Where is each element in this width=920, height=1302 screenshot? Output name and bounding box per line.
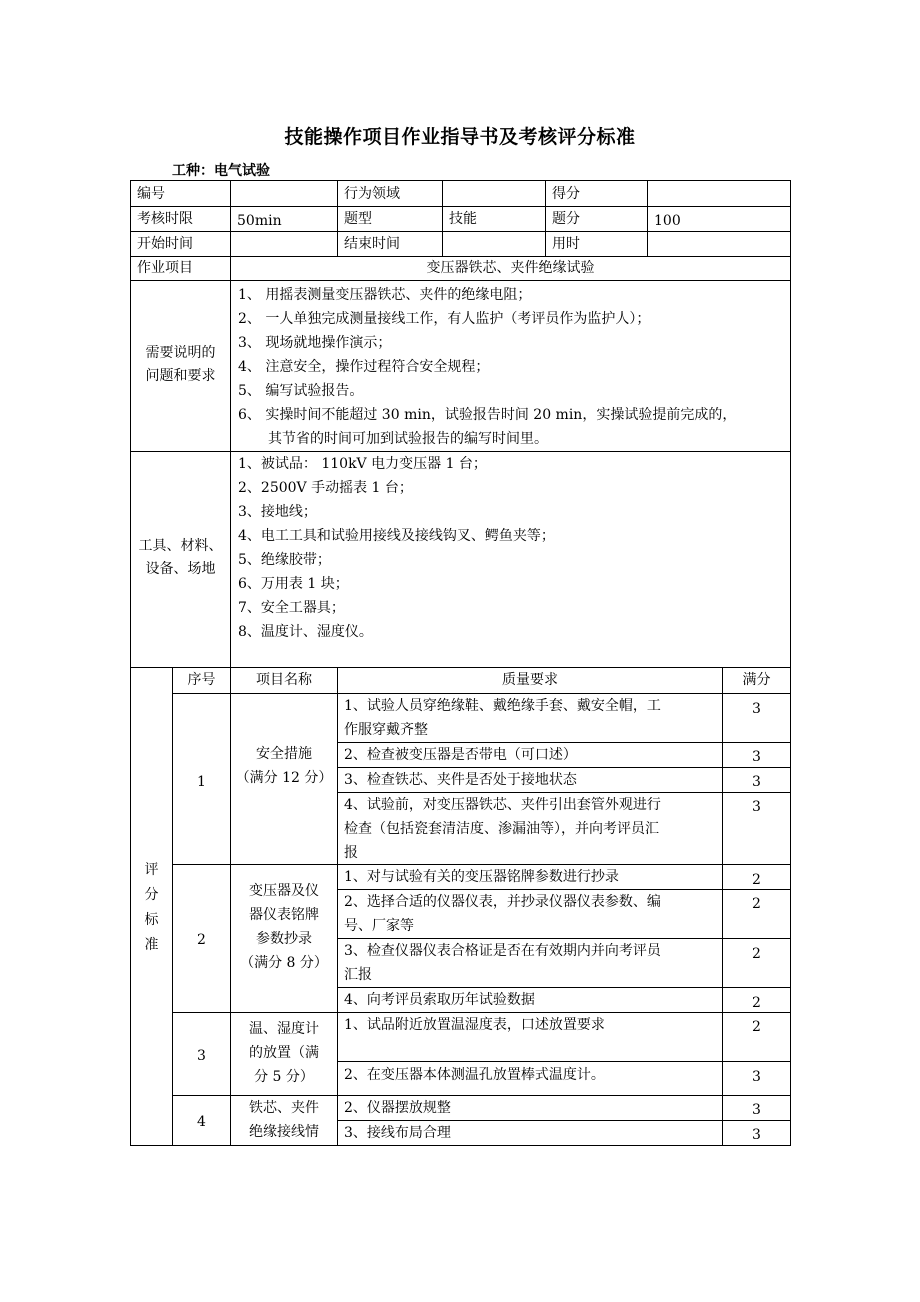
list-item: 3、 现场就地操作演示； bbox=[238, 335, 392, 351]
row-score: 3 bbox=[752, 774, 761, 790]
table-row: 2、在变压器本体测温孔放置棒式温度计。 bbox=[344, 1067, 605, 1083]
row-score: 2 bbox=[752, 896, 761, 912]
row-score: 3 bbox=[752, 1127, 761, 1143]
row-score: 2 bbox=[752, 946, 761, 962]
table-row: 4、向考评员索取历年试验数据 bbox=[344, 992, 535, 1008]
row-score: 3 bbox=[752, 701, 761, 717]
requirements-label: 需要说明的 问题和要求 bbox=[145, 345, 216, 384]
list-item: 2、 一人单独完成测量接线工作，有人监护（考评员作为监护人）； bbox=[238, 311, 651, 327]
tixing-label: 题型 bbox=[344, 211, 372, 227]
col-seq-header: 序号 bbox=[187, 672, 216, 688]
list-item: 3、接地线； bbox=[238, 504, 317, 520]
table-row: 3、检查铁芯、夹件是否处于接地状态 bbox=[344, 772, 577, 788]
group-seq: 2 bbox=[197, 932, 206, 948]
group-name: 变压器及仪 器仪表铭牌 参数抄录 （满分 8 分） bbox=[240, 883, 328, 971]
group-seq: 1 bbox=[197, 774, 206, 790]
requirements-list bbox=[238, 283, 788, 451]
list-item: 5、 编写试验报告。 bbox=[238, 383, 364, 399]
table-row: 1、对与试验有关的变压器铭牌参数进行抄录 bbox=[344, 869, 619, 885]
tixing-value: 技能 bbox=[449, 211, 477, 227]
col-req-header: 质量要求 bbox=[502, 672, 558, 688]
kaohe-value: 50min bbox=[237, 213, 282, 229]
list-item: 4、电工工具和试验用接线及接线钩叉、鳄鱼夹等； bbox=[238, 528, 555, 544]
tools-label: 工具、材料、 设备、场地 bbox=[138, 538, 223, 577]
row-score: 3 bbox=[752, 1069, 761, 1085]
list-item: 2、2500V 手动摇表 1 台； bbox=[238, 480, 413, 496]
list-item-continuation: 其节省的时间可加到试验报告的编写时间里。 bbox=[268, 431, 548, 447]
list-item: 8、温度计、湿度仪。 bbox=[238, 624, 373, 640]
group-name: 安全措施 （满分 12 分） bbox=[235, 746, 333, 786]
bianhao-label: 编号 bbox=[137, 186, 165, 202]
group-seq: 3 bbox=[197, 1048, 206, 1064]
table-row: 3、接线布局合理 bbox=[344, 1125, 451, 1141]
jieshu-label: 结束时间 bbox=[344, 236, 400, 252]
row-score: 2 bbox=[752, 872, 761, 888]
row-score: 3 bbox=[752, 1102, 761, 1118]
xiangmu-value: 变压器铁芯、夹件绝缘试验 bbox=[426, 260, 595, 276]
table-row: 4、试验前，对变压器铁芯、夹件引出套管外观进行 检查（包括瓷套清洁度、渗漏油等），并向考评员汇 报 bbox=[344, 797, 661, 861]
list-item: 6、 实操时间不能超过 30 min，试验报告时间 20 min，实操试验提前完成的， bbox=[238, 407, 737, 423]
yongshi-label: 用时 bbox=[552, 236, 580, 252]
list-item: 6、万用表 1 块； bbox=[238, 576, 349, 592]
row-score: 3 bbox=[752, 799, 761, 815]
table-row: 1、试品附近放置温湿度表，口述放置要求 bbox=[344, 1017, 605, 1033]
list-item: 5、绝缘胶带； bbox=[238, 552, 331, 568]
table-row: 2、检查被变压器是否带电（可口述） bbox=[344, 747, 577, 763]
list-item: 1、 用摇表测量变压器铁芯、夹件的绝缘电阻； bbox=[238, 287, 532, 303]
tifen-label: 题分 bbox=[552, 211, 580, 227]
table-row: 2、仪器摆放规整 bbox=[344, 1100, 451, 1116]
row-score: 2 bbox=[752, 995, 761, 1011]
col-name-header: 项目名称 bbox=[256, 672, 312, 688]
table-row: 3、检查仪器仪表合格证是否在有效期内并向考评员 汇报 bbox=[344, 943, 661, 983]
table-row: 2、选择合适的仪器仪表，并抄录仪器仪表参数、编 号、厂家等 bbox=[344, 894, 661, 934]
defen-label: 得分 bbox=[552, 186, 580, 202]
list-item: 4、 注意安全，操作过程符合安全规程； bbox=[238, 359, 490, 375]
group-seq: 4 bbox=[197, 1114, 206, 1130]
row-score: 2 bbox=[752, 1019, 761, 1035]
kaishi-label: 开始时间 bbox=[137, 236, 193, 252]
group-name: 温、湿度计 的放置（满 分 5 分） bbox=[249, 1021, 319, 1085]
tifen-value: 100 bbox=[654, 213, 681, 229]
kaohe-label: 考核时限 bbox=[137, 211, 193, 227]
table-row: 1、试验人员穿绝缘鞋、戴绝缘手套、戴安全帽，工 作服穿戴齐整 bbox=[344, 698, 661, 738]
group-name: 铁芯、夹件 绝缘接线情 bbox=[249, 1100, 319, 1140]
work-type: 工种：电气试验 bbox=[172, 163, 270, 179]
row-score: 3 bbox=[752, 749, 761, 765]
xingwei-label: 行为领域 bbox=[344, 186, 400, 202]
xiangmu-label: 作业项目 bbox=[137, 260, 193, 276]
col-full-header: 满分 bbox=[742, 672, 771, 688]
list-item: 1、被试品： 110kV 电力变压器 1 台； bbox=[238, 456, 487, 472]
page-title: 技能操作项目作业指导书及考核评分标准 bbox=[284, 126, 636, 148]
scoring-side-label: 评 分 标 准 bbox=[144, 862, 159, 953]
tools-list bbox=[238, 452, 788, 644]
list-item: 7、安全工器具； bbox=[238, 600, 345, 616]
